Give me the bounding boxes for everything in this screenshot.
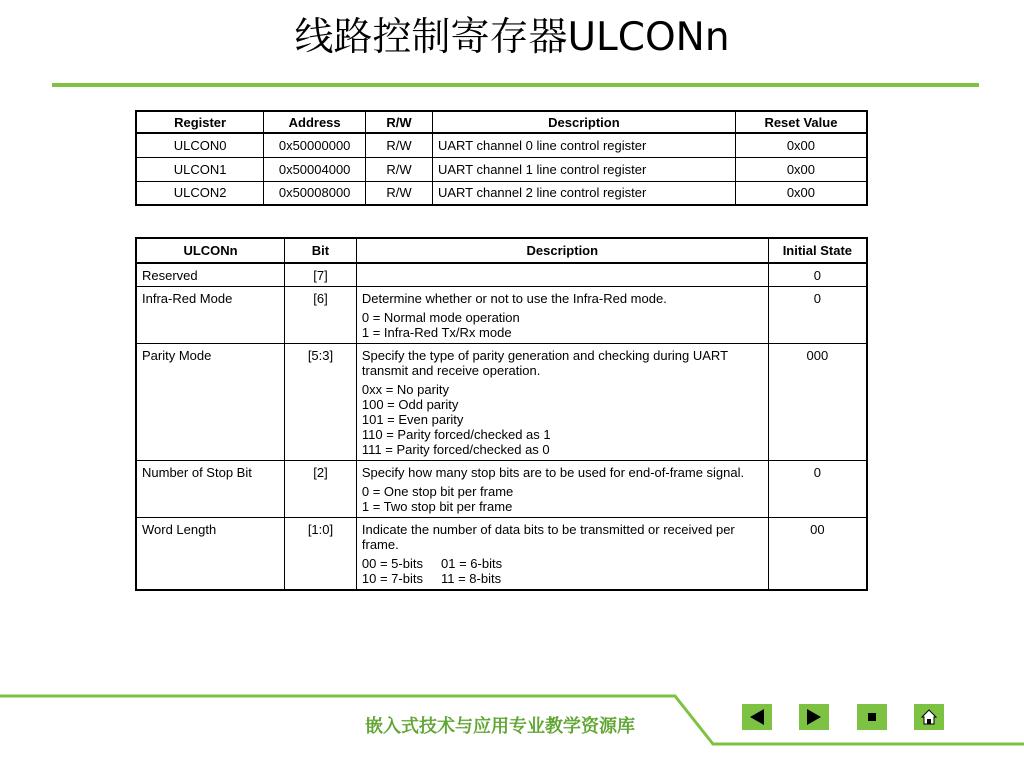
table-row bbox=[136, 344, 867, 461]
field-initial-state: 0 bbox=[768, 461, 867, 518]
stop-button[interactable] bbox=[857, 704, 887, 730]
table-row bbox=[136, 518, 867, 591]
field-initial-state: 0 bbox=[768, 287, 867, 344]
col-header-bit: Bit bbox=[285, 238, 357, 263]
footer-caption: 嵌入式技术与应用专业教学资源库 bbox=[365, 716, 635, 737]
field-description bbox=[356, 518, 768, 591]
table-row bbox=[136, 157, 867, 181]
field-description bbox=[356, 461, 768, 518]
field-details bbox=[362, 556, 763, 586]
col-header-address: Address bbox=[264, 111, 366, 133]
table-row bbox=[136, 287, 867, 344]
register-description: UART channel 1 line control register bbox=[432, 157, 735, 181]
col-header-initial-state: Initial State bbox=[768, 238, 867, 263]
next-icon bbox=[805, 708, 823, 726]
register-rw: R/W bbox=[366, 181, 433, 205]
field-details bbox=[362, 484, 763, 514]
field-initial-state: 00 bbox=[768, 518, 867, 591]
detail-line: 100 = Odd parity bbox=[361, 397, 459, 412]
col-header-reset-value: Reset Value bbox=[735, 111, 867, 133]
register-description: UART channel 2 line control register bbox=[432, 181, 735, 205]
detail-line: 101 = Even parity bbox=[361, 412, 464, 427]
field-name: Infra-Red Mode bbox=[136, 287, 285, 344]
detail-line: 1 = Infra-Red Tx/Rx mode bbox=[361, 325, 512, 340]
field-description bbox=[356, 263, 768, 287]
register-address: 0x50004000 bbox=[264, 157, 366, 181]
register-address: 0x50000000 bbox=[264, 133, 366, 157]
detail-line: 110 = Parity forced/checked as 1 bbox=[361, 427, 551, 442]
register-reset-value: 0x00 bbox=[735, 181, 867, 205]
register-table bbox=[135, 110, 868, 206]
field-bits: [7] bbox=[285, 263, 357, 287]
field-summary: Specify how many stop bits are to be used for end-of-frame signal. bbox=[361, 465, 745, 480]
field-bits: [1:0] bbox=[285, 518, 357, 591]
field-details bbox=[362, 382, 763, 457]
stop-icon bbox=[863, 708, 881, 726]
field-bits: [5:3] bbox=[285, 344, 357, 461]
previous-icon bbox=[748, 708, 766, 726]
field-description bbox=[356, 287, 768, 344]
register-address: 0x50008000 bbox=[264, 181, 366, 205]
register-name: ULCON0 bbox=[136, 133, 264, 157]
register-description: UART channel 0 line control register bbox=[432, 133, 735, 157]
register-name: ULCON1 bbox=[136, 157, 264, 181]
field-name: Number of Stop Bit bbox=[136, 461, 285, 518]
field-details bbox=[362, 310, 763, 340]
register-name: ULCON2 bbox=[136, 181, 264, 205]
home-icon bbox=[920, 708, 938, 726]
col-header-rw: R/W bbox=[366, 111, 433, 133]
field-bits: [2] bbox=[285, 461, 357, 518]
bit-table-header bbox=[136, 238, 867, 263]
col-header-register: Register bbox=[136, 111, 264, 133]
field-initial-state: 000 bbox=[768, 344, 867, 461]
table-row bbox=[136, 133, 867, 157]
field-name: Word Length bbox=[136, 518, 285, 591]
table-row bbox=[136, 263, 867, 287]
slide-title: 线路控制寄存器ULCONn bbox=[294, 15, 730, 60]
detail-line: 00 = 5-bits 01 = 6-bits bbox=[361, 556, 503, 571]
detail-line: 1 = Two stop bit per frame bbox=[361, 499, 513, 514]
home-button[interactable] bbox=[914, 704, 944, 730]
bit-field-table bbox=[135, 237, 868, 591]
register-rw: R/W bbox=[366, 157, 433, 181]
title-divider bbox=[52, 83, 979, 87]
field-initial-state: 0 bbox=[768, 263, 867, 287]
next-button[interactable] bbox=[799, 704, 829, 730]
field-summary: Specify the type of parity generation and checking during UART transmit and receive operation. bbox=[361, 348, 728, 378]
field-name: Parity Mode bbox=[136, 344, 285, 461]
register-reset-value: 0x00 bbox=[735, 157, 867, 181]
previous-button[interactable] bbox=[742, 704, 772, 730]
field-summary: Indicate the number of data bits to be transmitted or received per frame. bbox=[361, 522, 735, 552]
register-table-header bbox=[136, 111, 867, 133]
detail-line: 111 = Parity forced/checked as 0 bbox=[361, 442, 550, 457]
detail-line: 0 = One stop bit per frame bbox=[361, 484, 514, 499]
detail-line: 10 = 7-bits 11 = 8-bits bbox=[361, 571, 502, 586]
col-header-field: ULCONn bbox=[136, 238, 285, 263]
field-bits: [6] bbox=[285, 287, 357, 344]
table-row bbox=[136, 181, 867, 205]
detail-line: 0 = Normal mode operation bbox=[361, 310, 520, 325]
field-summary: Determine whether or not to use the Infra-Red mode. bbox=[361, 291, 667, 306]
register-rw: R/W bbox=[366, 133, 433, 157]
register-reset-value: 0x00 bbox=[735, 133, 867, 157]
detail-line: 0xx = No parity bbox=[361, 382, 449, 397]
table-row bbox=[136, 461, 867, 518]
col-header-description: Description bbox=[356, 238, 768, 263]
col-header-description: Description bbox=[432, 111, 735, 133]
field-description bbox=[356, 344, 768, 461]
field-name: Reserved bbox=[136, 263, 285, 287]
